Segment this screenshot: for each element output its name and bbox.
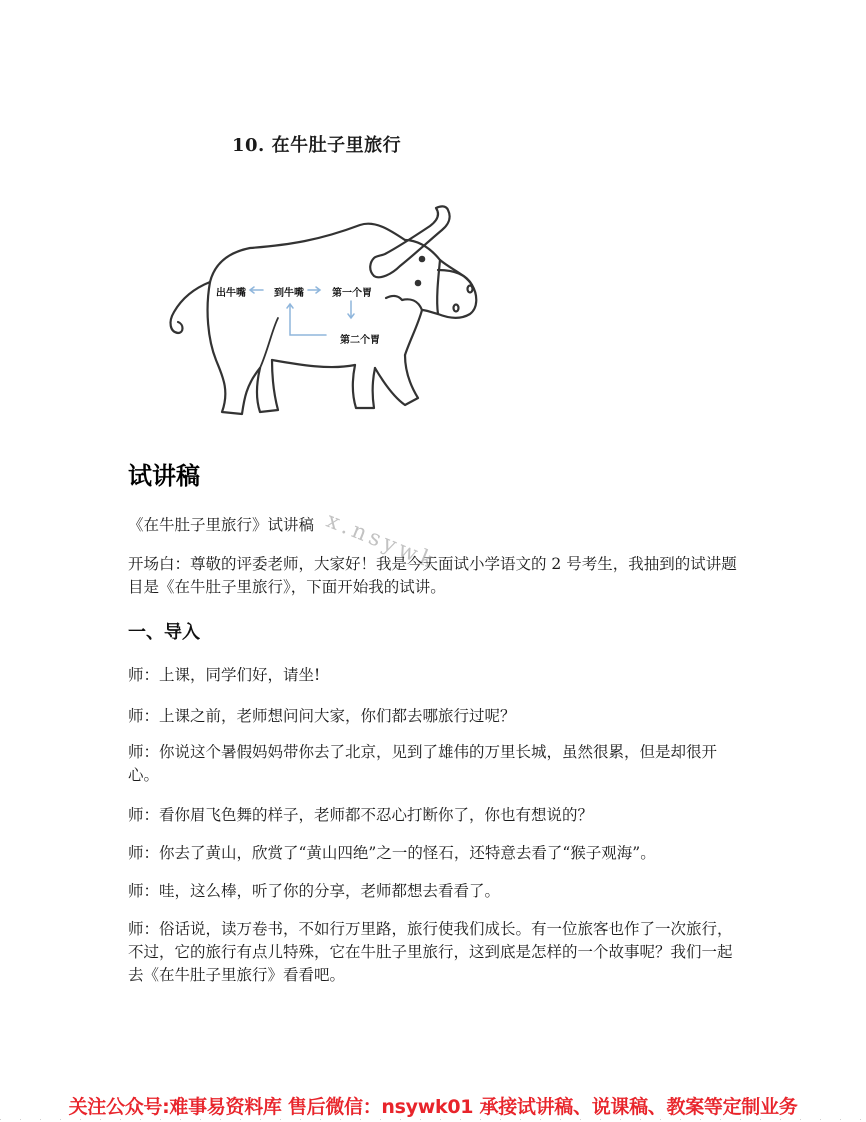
section-heading: 试讲稿 xyxy=(128,462,200,490)
label-second-stomach: 第二个胃 xyxy=(340,335,380,346)
promo-footer-banner: 关注公众号:难事易资料库 售后微信：nsywk01 承接试讲稿、说课稿、教案等定制业务 xyxy=(68,1096,798,1118)
watermark: x.nsywk xyxy=(322,508,441,576)
dialogue-line: 师：哇，这么棒，听了你的分享，老师都想去看看了。 xyxy=(128,882,501,900)
label-to-mouth: 到牛嘴 xyxy=(274,288,304,299)
dialogue-line: 师：你说这个暑假妈妈带你去了北京，见到了雄伟的万里长城，虽然很累，但是却很开心。 xyxy=(128,743,718,784)
dialogue-line: 师：你去了黄山，欣赏了“黄山四绝”之一的怪石，还特意去看了“猴子观海”。 xyxy=(128,844,656,862)
dialogue-line: 师：上课，同学们好，请坐! xyxy=(128,666,321,684)
dialogue-line: 师：看你眉飞色舞的样子，老师都不忍心打断你了，你也有想说的？ xyxy=(128,806,594,824)
label-exit-mouth: 出牛嘴 xyxy=(216,288,246,299)
script-subtitle: 《在牛肚子里旅行》试讲稿 xyxy=(128,516,315,534)
section1-heading: 一、导入 xyxy=(128,622,200,643)
label-first-stomach: 第一个胃 xyxy=(332,288,372,299)
dialogue-line: 师：上课之前，老师想问问大家，你们都去哪旅行过呢？ xyxy=(128,707,516,725)
opening-paragraph: 开场白：尊敬的评委老师，大家好！我是今天面试小学语文的 2 号考生，我抽到的试讲题目是《在牛肚子里旅行》，下面开始我的试讲。 xyxy=(128,555,737,596)
footer-divider xyxy=(0,1119,866,1120)
lesson-title: 10. 在牛肚子里旅行 xyxy=(232,135,402,156)
digestion-arrows-icon xyxy=(160,200,500,430)
ox-illustration xyxy=(160,200,500,430)
dialogue-line: 师：俗话说，读万卷书，不如行万里路，旅行使我们成长。有一位旅客也作了一次旅行，不过，它的旅行有点儿特殊，它在牛肚子里旅行，这到底是怎样的一个故事呢？我们一起去《在牛肚子里旅行》看看吧。 xyxy=(128,920,733,984)
